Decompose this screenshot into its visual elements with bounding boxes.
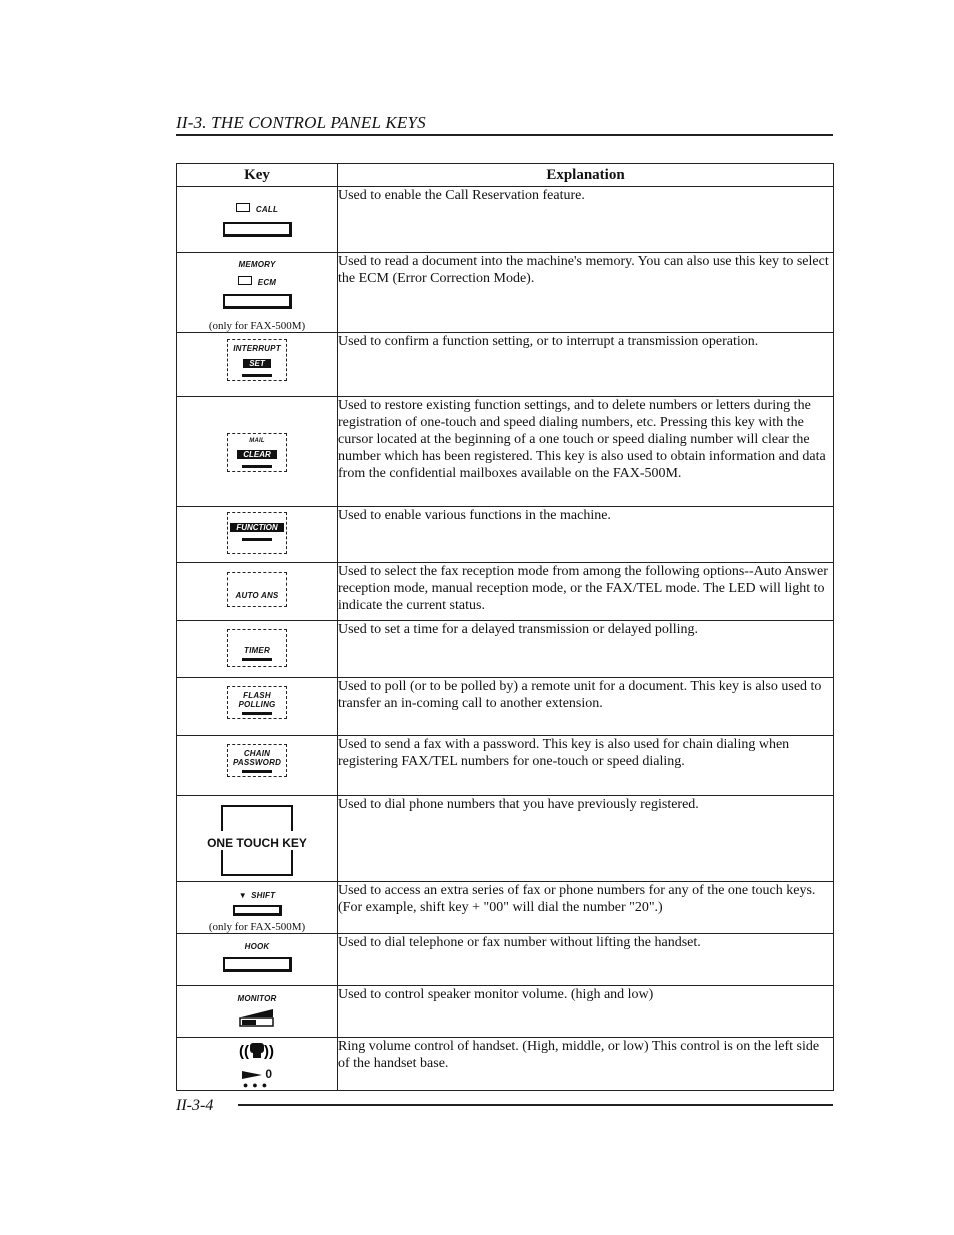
key-cell-memory: MEMORY ECM (only for FAX-500M) xyxy=(177,253,338,333)
table-row xyxy=(177,333,834,397)
explanation-function: Used to enable various functions in the machine. xyxy=(338,507,834,563)
key-bar-icon xyxy=(242,658,272,661)
table-row xyxy=(177,1038,834,1091)
table-header-row xyxy=(177,164,834,187)
explanation-hook: Used to dial telephone or fax number without lifting the handset. xyxy=(338,934,834,986)
key-cell-clear: MAIL CLEAR xyxy=(177,397,338,507)
key-bar-icon xyxy=(242,712,272,715)
hook-key-icon xyxy=(223,957,292,972)
table-row xyxy=(177,187,834,253)
key-column-header: Key xyxy=(177,164,338,187)
volume-wedge-icon xyxy=(242,1071,262,1079)
explanation-memory: Used to read a document into the machine's memory. You can also use this key to select the ECM (Error Correction Mode). xyxy=(338,253,834,333)
key-cell-call: CALL xyxy=(177,187,338,253)
explanation-clear: Used to restore existing function settings, and to delete numbers or letters during the registration of one-touch and speed dialing numbers, etc. Pressing this key with the cursor located at the beginning of a one touch or speed dialing number will clear the number which has been registered. This key is also used to obtain information and data from the confidential mailboxes available on the FAX-500M. xyxy=(338,397,834,507)
explanation-monitor: Used to control speaker monitor volume. (high and low) xyxy=(338,986,834,1038)
call-key-icon xyxy=(223,222,292,237)
ringer-icon xyxy=(237,1040,277,1060)
clear-key-icon: CLEAR xyxy=(237,450,277,459)
table-row xyxy=(177,796,834,882)
key-cell-function xyxy=(177,507,338,563)
table-row xyxy=(177,678,834,736)
key-cell-timer: TIMER xyxy=(177,621,338,678)
explanation-call: Used to enable the Call Reservation feature. xyxy=(338,187,834,253)
header-rule xyxy=(176,134,833,136)
key-cell-ring: (( )) 0 ●●● xyxy=(177,1038,338,1091)
explanation-shift: Used to access an extra series of fax or phone numbers for any of the one touch keys. (For example, shift key + "00" will dial the number "20".) xyxy=(338,882,834,934)
table-row xyxy=(177,621,834,678)
explanation-column-header: Explanation xyxy=(338,164,834,187)
explanation-flash: Used to poll (or to be polled by) a remote unit for a document. This key is also used to transfer an in-coming call to another extension. xyxy=(338,678,834,736)
explanation-auto-ans: Used to select the fax reception mode from among the following options--Auto Answer reception mode, manual reception mode, or the FAX/TEL mode. The LED will light to indicate the current status. xyxy=(338,563,834,621)
key-cell-auto-ans: AUTO ANS xyxy=(177,563,338,621)
key-cell-flash: FLASH POLLING xyxy=(177,678,338,736)
key-cell-chain: CHAIN PASSWORD xyxy=(177,736,338,796)
led-icon xyxy=(238,276,252,285)
explanation-interrupt: Used to confirm a function setting, or to interrupt a transmission operation. xyxy=(338,333,834,397)
key-bar-icon xyxy=(242,374,272,377)
key-cell-interrupt: INTERRUPT SET xyxy=(177,333,338,397)
table-row xyxy=(177,253,834,333)
table-row xyxy=(177,563,834,621)
key-bar-icon xyxy=(242,465,272,468)
page-title: II-3. THE CONTROL PANEL KEYS xyxy=(176,113,426,132)
explanation-timer: Used to set a time for a delayed transmission or delayed polling. xyxy=(338,621,834,678)
svg-text:)): )) xyxy=(264,1043,274,1060)
one-touch-key-top-icon xyxy=(221,805,293,831)
table-row xyxy=(177,507,834,563)
footer-rule xyxy=(238,1104,833,1106)
shift-arrow-icon: ▼ xyxy=(238,891,247,900)
table-row xyxy=(177,882,834,934)
key-cell-shift: ▼ SHIFT (only for FAX-500M) xyxy=(177,882,338,934)
shift-key-icon xyxy=(233,905,282,916)
key-cell-monitor: MONITOR xyxy=(177,986,338,1038)
explanation-chain: Used to send a fax with a password. This key is also used for chain dialing when registering FAX/TEL numbers for one-touch or speed dialing. xyxy=(338,736,834,796)
key-cell-one-touch: ONE TOUCH KEY xyxy=(177,796,338,882)
table-row xyxy=(177,397,834,507)
memory-key-icon xyxy=(223,294,292,309)
key-bar-icon xyxy=(242,770,272,773)
key-cell-hook: HOOK xyxy=(177,934,338,986)
svg-text:((: (( xyxy=(239,1043,249,1060)
led-icon xyxy=(236,203,250,212)
key-bar-icon xyxy=(242,538,272,541)
set-key-icon: SET xyxy=(243,359,271,368)
page-number: II-3-4 xyxy=(176,1097,214,1114)
explanation-ring: Ring volume control of handset. (High, middle, or low) This control is on the left side of the handset base. xyxy=(338,1038,834,1091)
control-keys-table xyxy=(176,163,834,1091)
volume-dots-icon: ●●● xyxy=(242,1080,272,1090)
volume-slider-icon xyxy=(237,1005,277,1027)
table-row xyxy=(177,934,834,986)
table-row xyxy=(177,986,834,1038)
table-row xyxy=(177,736,834,796)
one-touch-key-bottom-icon xyxy=(221,850,293,876)
explanation-one-touch: Used to dial phone numbers that you have previously registered. xyxy=(338,796,834,882)
function-key-icon: FUNCTION xyxy=(230,523,283,532)
